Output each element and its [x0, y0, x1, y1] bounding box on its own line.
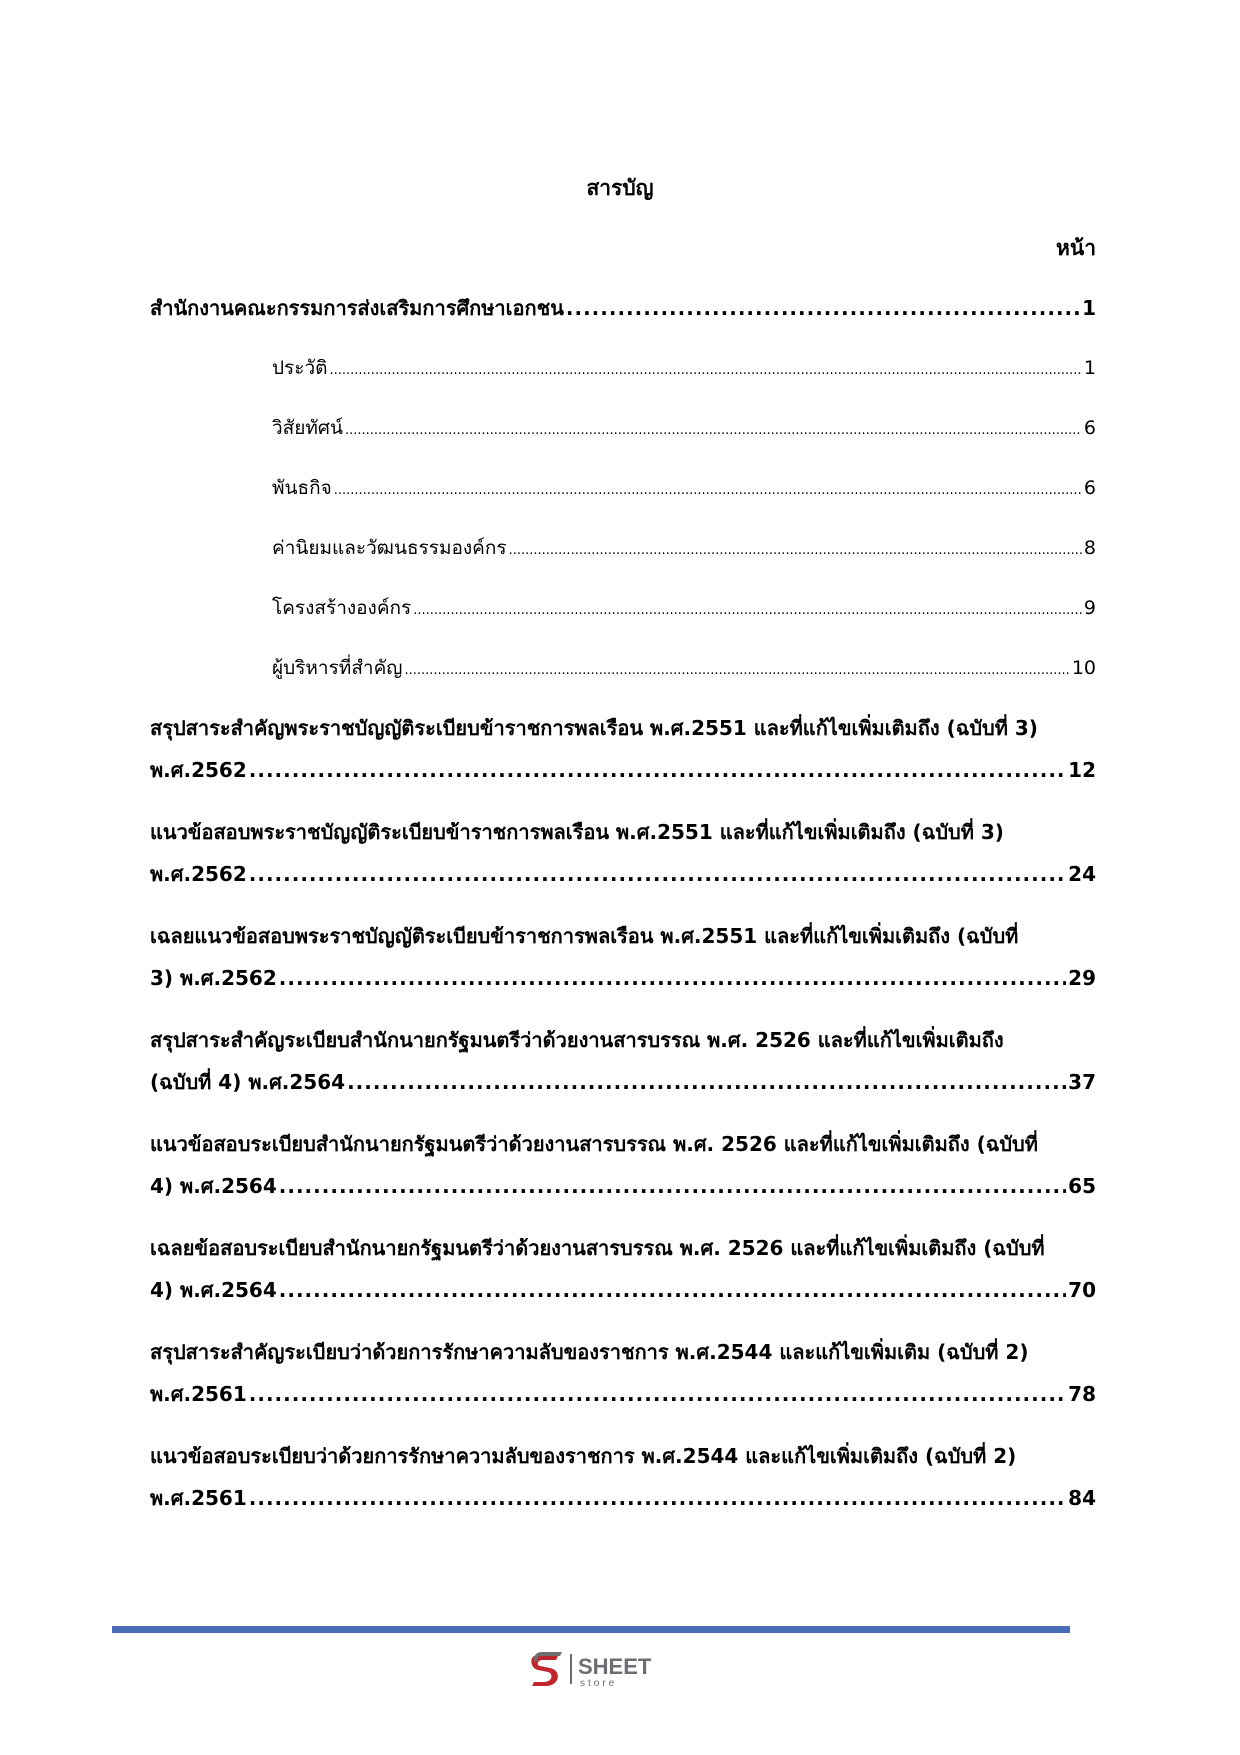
toc-page-number: 1: [1082, 296, 1096, 320]
toc-entry-line1[interactable]: แนวข้อสอบระเบียบสำนักนายกรัฐมนตรีว่าด้วยงานสารบรรณ พ.ศ. 2526 และที่แก้ไขเพิ่มเติมถึง (ฉบับที่: [150, 1132, 1038, 1156]
toc-entry[interactable]: [150, 294, 1096, 322]
toc-leader-dots: [566, 294, 1080, 322]
toc-page-number: 12: [1068, 758, 1096, 782]
toc-entry-text: พ.ศ.2561: [150, 1382, 247, 1406]
toc-page-number: 70: [1068, 1278, 1096, 1302]
toc-page-number: 8: [1083, 537, 1096, 559]
toc-entry-text: สำนักงานคณะกรรมการส่งเสริมการศึกษาเอกชน: [150, 296, 564, 320]
sheet-store-logo: [528, 1648, 688, 1690]
toc-subentry[interactable]: [272, 474, 1096, 505]
toc-page-number: 37: [1068, 1070, 1096, 1094]
toc-leader-dots: [413, 594, 1082, 625]
toc-page-number: 6: [1083, 477, 1096, 499]
toc-page-number: 78: [1068, 1382, 1096, 1406]
toc-entry[interactable]: [150, 964, 1096, 992]
toc-entry[interactable]: [150, 1068, 1096, 1096]
toc-entry-text: 4) พ.ศ.2564: [150, 1278, 277, 1302]
toc-page-number: 24: [1068, 862, 1096, 886]
toc-entry-line1[interactable]: สรุปสาระสำคัญระเบียบสำนักนายกรัฐมนตรีว่าด้วยงานสารบรรณ พ.ศ. 2526 และที่แก้ไขเพิ่มเติมถึง: [150, 1028, 1004, 1052]
toc-leader-dots: [329, 354, 1081, 385]
toc-entry-line1[interactable]: เฉลยแนวข้อสอบพระราชบัญญัติระเบียบข้าราชการพลเรือน พ.ศ.2551 และที่แก้ไขเพิ่มเติมถึง (ฉบับที่: [150, 924, 1019, 948]
toc-page-number: 6: [1083, 417, 1096, 439]
toc-page-number: 65: [1068, 1174, 1096, 1198]
toc-page-number: 10: [1071, 657, 1096, 679]
toc-leader-dots: [334, 474, 1082, 505]
toc-entry-line1[interactable]: สรุปสาระสำคัญระเบียบว่าด้วยการรักษาความลับของราชการ พ.ศ.2544 และแก้ไขเพิ่มเติม (ฉบับที่ 2): [150, 1340, 1029, 1364]
toc-leader-dots: [249, 756, 1066, 784]
toc-leader-dots: [249, 1484, 1066, 1512]
toc-subentry[interactable]: [272, 414, 1096, 445]
toc-leader-dots: [279, 964, 1066, 992]
toc-entry[interactable]: [150, 756, 1096, 784]
toc-entry-text: วิสัยทัศน์: [272, 417, 343, 439]
toc-leader-dots: [405, 654, 1070, 685]
toc-leader-dots: [249, 1380, 1066, 1408]
toc-entry-text: 4) พ.ศ.2564: [150, 1174, 277, 1198]
toc-entry-text: พันธกิจ: [272, 477, 332, 499]
toc-entry-text: (ฉบับที่ 4) พ.ศ.2564: [150, 1070, 346, 1094]
toc-entry[interactable]: [150, 1276, 1096, 1304]
toc-leader-dots: [249, 860, 1066, 888]
toc-leader-dots: [279, 1172, 1066, 1200]
toc-subentry[interactable]: [272, 354, 1096, 385]
footer-rule: [112, 1626, 1070, 1633]
toc-entry-text: พ.ศ.2562: [150, 862, 247, 886]
toc-page-number: 29: [1068, 966, 1096, 990]
toc-entry-text: ผู้บริหารที่สำคัญ: [272, 657, 403, 679]
page-column-header: หน้า: [1056, 236, 1096, 260]
logo-emblem-icon: [531, 1652, 562, 1686]
toc-subentry[interactable]: [272, 654, 1096, 685]
toc-page-number: 84: [1068, 1486, 1096, 1510]
toc-entry-line1[interactable]: สรุปสาระสำคัญพระราชบัญญัติระเบียบข้าราชการพลเรือน พ.ศ.2551 และที่แก้ไขเพิ่มเติมถึง (ฉบับที่ 3): [150, 716, 1038, 740]
toc-entry[interactable]: [150, 1484, 1096, 1512]
logo-subtext: store: [580, 1678, 618, 1689]
toc-leader-dots: [509, 534, 1082, 565]
toc-entry-line1[interactable]: เฉลยข้อสอบระเบียบสำนักนายกรัฐมนตรีว่าด้วยงานสารบรรณ พ.ศ. 2526 และที่แก้ไขเพิ่มเติมถึง (ฉบับที่: [150, 1236, 1045, 1260]
toc-entry[interactable]: [150, 1172, 1096, 1200]
toc-entry-text: พ.ศ.2561: [150, 1486, 247, 1510]
toc-entry[interactable]: [150, 1380, 1096, 1408]
toc-entry[interactable]: [150, 860, 1096, 888]
toc-entry-text: พ.ศ.2562: [150, 758, 247, 782]
toc-leader-dots: [347, 1068, 1066, 1096]
toc-entry-text: ประวัติ: [272, 357, 328, 379]
toc-leader-dots: [345, 414, 1082, 445]
toc-entry-text: 3) พ.ศ.2562: [150, 966, 277, 990]
toc-page-number: 9: [1083, 597, 1096, 619]
page-title: สารบัญ: [586, 176, 654, 200]
toc-subentry[interactable]: [272, 534, 1096, 565]
toc-leader-dots: [279, 1276, 1066, 1304]
toc-entry-text: ค่านิยมและวัฒนธรรมองค์กร: [272, 537, 507, 559]
toc-entry-text: โครงสร้างองค์กร: [272, 597, 412, 619]
toc-entry-line1[interactable]: แนวข้อสอบพระราชบัญญัติระเบียบข้าราชการพลเรือน พ.ศ.2551 และที่แก้ไขเพิ่มเติมถึง (ฉบับที่ 3): [150, 820, 1004, 844]
logo-text: SHEET: [578, 1654, 652, 1679]
toc-entry-line1[interactable]: แนวข้อสอบระเบียบว่าด้วยการรักษาความลับของราชการ พ.ศ.2544 และแก้ไขเพิ่มเติมถึง (ฉบับที่ 2): [150, 1444, 1017, 1468]
toc-subentry[interactable]: [272, 594, 1096, 625]
toc-page-number: 1: [1083, 357, 1096, 379]
